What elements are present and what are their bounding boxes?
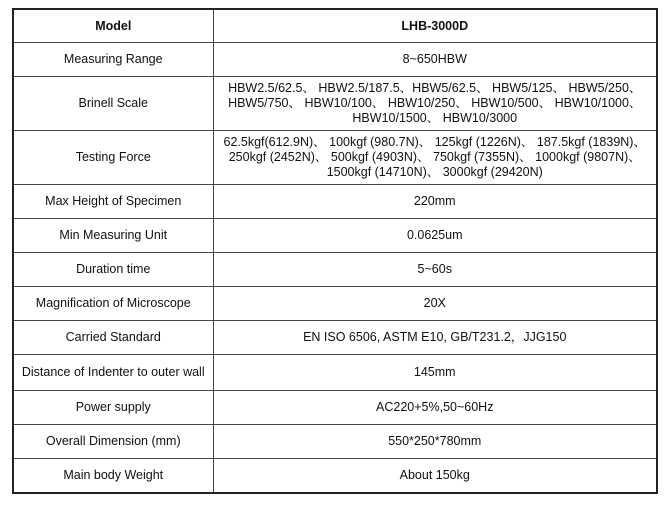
row-value: 220mm bbox=[213, 185, 657, 219]
table-row bbox=[13, 131, 657, 185]
table-row bbox=[13, 43, 657, 77]
table-row bbox=[13, 391, 657, 425]
row-value: 145mm bbox=[213, 355, 657, 391]
table-header-row bbox=[13, 9, 657, 43]
header-model-label: Model bbox=[13, 9, 213, 43]
row-label: Duration time bbox=[13, 253, 213, 287]
row-value: HBW2.5/62.5、 HBW2.5/187.5、HBW5/62.5、 HBW5/125、 HBW5/250、 HBW5/750、 HBW10/100、 HBW10/250、 HBW10/500、 HBW10/1000、 HBW10/1500、 HBW10/3000 bbox=[213, 77, 657, 131]
spec-table-container bbox=[12, 8, 656, 494]
row-label: Distance of Indenter to outer wall bbox=[13, 355, 213, 391]
table-row bbox=[13, 459, 657, 493]
row-label: Overall Dimension (mm) bbox=[13, 425, 213, 459]
table-row bbox=[13, 219, 657, 253]
header-model-value: LHB-3000D bbox=[213, 9, 657, 43]
table-row bbox=[13, 77, 657, 131]
row-label: Brinell Scale bbox=[13, 77, 213, 131]
table-row bbox=[13, 355, 657, 391]
row-label: Power supply bbox=[13, 391, 213, 425]
row-value: 20X bbox=[213, 287, 657, 321]
row-label: Main body Weight bbox=[13, 459, 213, 493]
row-value: EN ISO 6506, ASTM E10, GB/T231.2，JJG150 bbox=[213, 321, 657, 355]
row-label: Magnification of Microscope bbox=[13, 287, 213, 321]
row-value: AC220+5%,50~60Hz bbox=[213, 391, 657, 425]
row-value: 8~650HBW bbox=[213, 43, 657, 77]
table-row bbox=[13, 185, 657, 219]
spec-table bbox=[12, 8, 658, 494]
row-value: 62.5kgf(612.9N)、 100kgf (980.7N)、 125kgf (1226N)、 187.5kgf (1839N)、 250kgf (2452N)、 500kgf (4903N)、 750kgf (7355N)、 1000kgf (9807N)、 1500kgf (14710N)、 3000kgf (29420N) bbox=[213, 131, 657, 185]
table-row bbox=[13, 321, 657, 355]
row-label: Max Height of Specimen bbox=[13, 185, 213, 219]
table-row bbox=[13, 425, 657, 459]
row-value: About 150kg bbox=[213, 459, 657, 493]
row-label: Testing Force bbox=[13, 131, 213, 185]
table-row bbox=[13, 253, 657, 287]
row-value: 0.0625um bbox=[213, 219, 657, 253]
row-label: Carried Standard bbox=[13, 321, 213, 355]
row-label: Measuring Range bbox=[13, 43, 213, 77]
row-label: Min Measuring Unit bbox=[13, 219, 213, 253]
row-value: 550*250*780mm bbox=[213, 425, 657, 459]
table-row bbox=[13, 287, 657, 321]
row-value: 5~60s bbox=[213, 253, 657, 287]
